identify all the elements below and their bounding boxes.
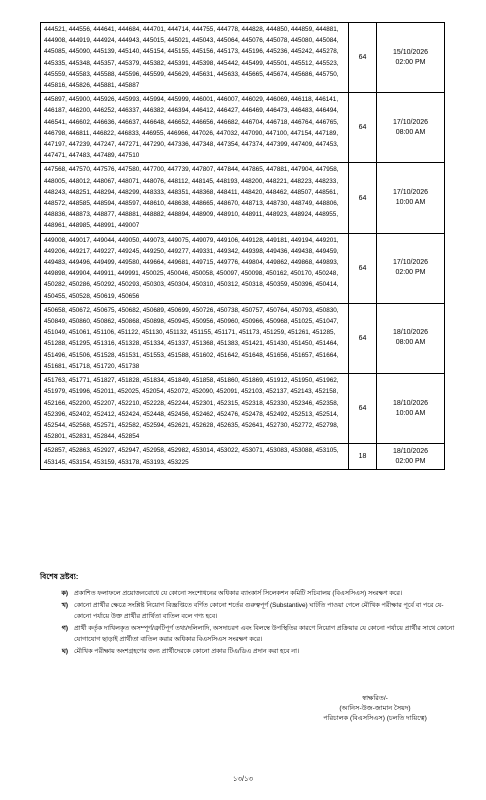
interview-date: 17/10/2026 bbox=[392, 259, 429, 267]
date-time-cell bbox=[377, 444, 445, 469]
interview-time: 02:00 PM bbox=[395, 457, 426, 465]
note-text: প্রার্থী কর্তৃক দাখিলকৃত অসম্পূর্ণ/ত্রুটিপূর্ণ তথ্য/দলিলাদি, অসদাচরণ এবং বিলম্বে উপস্থিতির কারণে নিয়োগ প্রক্রিয়ার যে কোনো পর্যায়ে প্রার্থীর সাথে কোনো যোগাযোগ ছাড়াই প্রার্থীতা বাতিল করার অধিকার বিএসসিএস সংরক্ষণ করে। bbox=[74, 625, 455, 643]
interview-time: 08:00 AM bbox=[395, 128, 426, 136]
signature-block bbox=[300, 694, 450, 724]
date-time-cell bbox=[377, 163, 445, 233]
date-time-cell bbox=[377, 233, 445, 303]
interview-date: 18/10/2026 bbox=[392, 399, 429, 407]
candidate-count-cell: 64 bbox=[349, 374, 377, 444]
roll-numbers-cell: 451763, 451771, 451827, 451828, 451834, 451849, 451858, 451860, 451869, 451912, 451950, 451962, 451979, 451996, 452011, 452025, 452054, 452072, 452090, 452091, 452103, 452137, 452143, 452158, 452166, 452200, 452207, 452210, 452228, 452244, 452301, 452315, 452318, 452330, 452346, 452358, 452396, 452402, 452412, 452424, 452448, 452456, 452462, 452476, 452478, 452492, 452513, 452514, 452544, 452568, 452571, 452582, 452594, 452621, 452628, 452635, 452641, 452730, 452772, 452798, 452801, 452831, 452844, 452854 bbox=[41, 374, 349, 444]
table-row bbox=[41, 93, 445, 163]
roll-numbers-cell: 450658, 450672, 450675, 450682, 450689, 450699, 450726, 450738, 450757, 450764, 450793, 450830, 450849, 450860, 450862, 450868, 450898, 450945, 450956, 450960, 450966, 450968, 451025, 451047, 451049, 451061, 451106, 451122, 451130, 451132, 451155, 451171, 451173, 451259, 451261, 451285, 451288, 451295, 451316, 451328, 451334, 451337, 451368, 451383, 451421, 451430, 451450, 451464, 451496, 451506, 451528, 451531, 451553, 451588, 451602, 451642, 451648, 451656, 451657, 451664, 451681, 451718, 451720, 451738 bbox=[41, 303, 349, 373]
candidate-count-cell: 18 bbox=[349, 444, 377, 469]
interview-time: 02:00 PM bbox=[395, 58, 426, 66]
candidate-count-cell: 64 bbox=[349, 163, 377, 233]
note-item bbox=[40, 588, 460, 599]
notes-section bbox=[40, 572, 460, 658]
note-marker: গ) bbox=[61, 625, 68, 632]
note-item bbox=[40, 623, 460, 645]
note-text: প্রকাশিত ফলাফলে প্রয়োজনবোধে যে কোনো সংশোধনের অধিকার ব্যাংকার্স সিলেকশন কমিটি সচিবালয় (বিএসসিএস) সংরক্ষণ করে। bbox=[74, 590, 403, 597]
roll-numbers-cell: 445897, 445900, 445926, 445993, 445994, 445999, 446001, 446007, 446029, 446069, 446118, 446141, 446187, 446200, 446252, 446337, 446382, 446394, 446412, 446427, 446469, 446473, 446483, 446494, 446541, 446602, 446636, 446637, 446648, 446652, 446656, 446682, 446704, 446718, 446764, 446765, 446798, 446811, 446822, 446833, 446955, 446966, 447026, 447032, 447090, 447100, 447154, 447189, 447197, 447239, 447247, 447271, 447290, 447336, 447348, 447354, 447374, 447399, 447409, 447453, 447471, 447483, 447489, 447510 bbox=[41, 93, 349, 163]
table-row bbox=[41, 163, 445, 233]
candidate-count-cell: 64 bbox=[349, 303, 377, 373]
date-time-cell bbox=[377, 303, 445, 373]
signatory-name: (আনিস-উজ-জামান সৈয়দ) bbox=[339, 705, 411, 712]
table-row bbox=[41, 374, 445, 444]
notes-title: বিশেষ দ্রষ্টব্য: bbox=[40, 572, 79, 581]
candidate-count-cell: 64 bbox=[349, 23, 377, 93]
date-time-cell bbox=[377, 23, 445, 93]
candidate-count-cell: 64 bbox=[349, 233, 377, 303]
roll-numbers-cell: 452857, 452863, 452927, 452947, 452958, 452982, 453014, 453022, 453071, 453083, 453088, 453105, 453145, 453154, 453159, 453178, 453193, 453225 bbox=[41, 444, 349, 469]
table-row bbox=[41, 23, 445, 93]
interview-time: 10:00 AM bbox=[395, 409, 426, 417]
candidate-count-cell: 64 bbox=[349, 93, 377, 163]
roll-numbers-cell: 449008, 449017, 449044, 449050, 449073, 449075, 449079, 449106, 449128, 449181, 449194, 449201, 449206, 449217, 449227, 449245, 449250, 449277, 449331, 449342, 449398, 449436, 449438, 449459, 449483, 449496, 449499, 449580, 449664, 449681, 449715, 449776, 449804, 449862, 449868, 449893, 449898, 449904, 449911, 449991, 450025, 450046, 450058, 450097, 450098, 450162, 450170, 450248, 450282, 450286, 450292, 450293, 450303, 450304, 450310, 450312, 450318, 450359, 450396, 450414, 450455, 450528, 450619, 450656 bbox=[41, 233, 349, 303]
page-number: ১৩/১৩ bbox=[232, 776, 254, 783]
interview-date: 18/10/2026 bbox=[392, 447, 429, 455]
date-time-cell bbox=[377, 374, 445, 444]
table-row bbox=[41, 303, 445, 373]
roll-numbers-cell: 447568, 447570, 447576, 447580, 447700, 447739, 447807, 447844, 447865, 447881, 447904, 447958, 448005, 448012, 448067, 448071, 448076, 448112, 448145, 448193, 448200, 448221, 448223, 448233, 448243, 448251, 448294, 448299, 448333, 448351, 448368, 448411, 448420, 448462, 448507, 448561, 448572, 448585, 448594, 448597, 448610, 448638, 448665, 448670, 448713, 448730, 448749, 448806, 448836, 448873, 448877, 448881, 448882, 448894, 448909, 448910, 448911, 448923, 448924, 448955, 448961, 448985, 448991, 449007 bbox=[41, 163, 349, 233]
note-text: মৌখিক পরীক্ষায় অংশগ্রহণের জন্য প্রার্থীদেরকে কোনো প্রকার টিএ/ডিএ প্রদান করা হবে না। bbox=[74, 648, 300, 655]
table-row bbox=[41, 444, 445, 469]
interview-time: 10:00 AM bbox=[395, 199, 426, 207]
note-text: কোনো প্রার্থীর ক্ষেত্রে সংশ্লিষ্ট নিয়োগ বিজ্ঞপ্তিতে বর্ণিত কোনো শর্তের গুরুত্বপূর্ণ (Substantive) ঘাটতি পাওয়া গেলে মৌখিক পরীক্ষার পূর্বে বা পরে যে-কোনো পর্যায়ে উক্ত প্রার্থীর প্রার্থিতা বাতিল বলে গণ্য হবে। bbox=[74, 602, 444, 620]
note-item bbox=[40, 646, 460, 657]
interview-date: 17/10/2026 bbox=[392, 189, 429, 197]
interview-date: 17/10/2026 bbox=[392, 118, 429, 126]
roll-numbers-cell: 444521, 444556, 444641, 444684, 444701, 444714, 444755, 444778, 444828, 444850, 444859, 444881, 444908, 444919, 444924, 444943, 445015, 445021, 445043, 445064, 445076, 445078, 445080, 445084, 445085, 445090, 445139, 445140, 445154, 445155, 445156, 445173, 445196, 445236, 445242, 445278, 445335, 445348, 445357, 445379, 445382, 445391, 445398, 445442, 445499, 445501, 445512, 445523, 445559, 445583, 445588, 445596, 445599, 445629, 445631, 445633, 445665, 445674, 445686, 445750, 445816, 445826, 445881, 445887 bbox=[41, 23, 349, 93]
table-row bbox=[41, 233, 445, 303]
interview-time: 08:00 AM bbox=[395, 339, 426, 347]
note-item bbox=[40, 600, 460, 622]
schedule-table bbox=[40, 22, 445, 470]
date-time-cell bbox=[377, 93, 445, 163]
interview-date: 15/10/2026 bbox=[392, 48, 429, 56]
signatory-designation: পরিচালক (বিএসসিএস) (চলতি দায়িত্বে) bbox=[323, 715, 427, 722]
note-marker: ঘ) bbox=[61, 648, 68, 655]
note-marker: খ) bbox=[61, 602, 68, 609]
signature-label: স্বাক্ষরিত/- bbox=[362, 695, 388, 702]
interview-date: 18/10/2026 bbox=[392, 329, 429, 337]
note-marker: ক) bbox=[61, 590, 68, 597]
schedule-table-body bbox=[41, 23, 445, 470]
interview-time: 02:00 PM bbox=[395, 269, 426, 277]
